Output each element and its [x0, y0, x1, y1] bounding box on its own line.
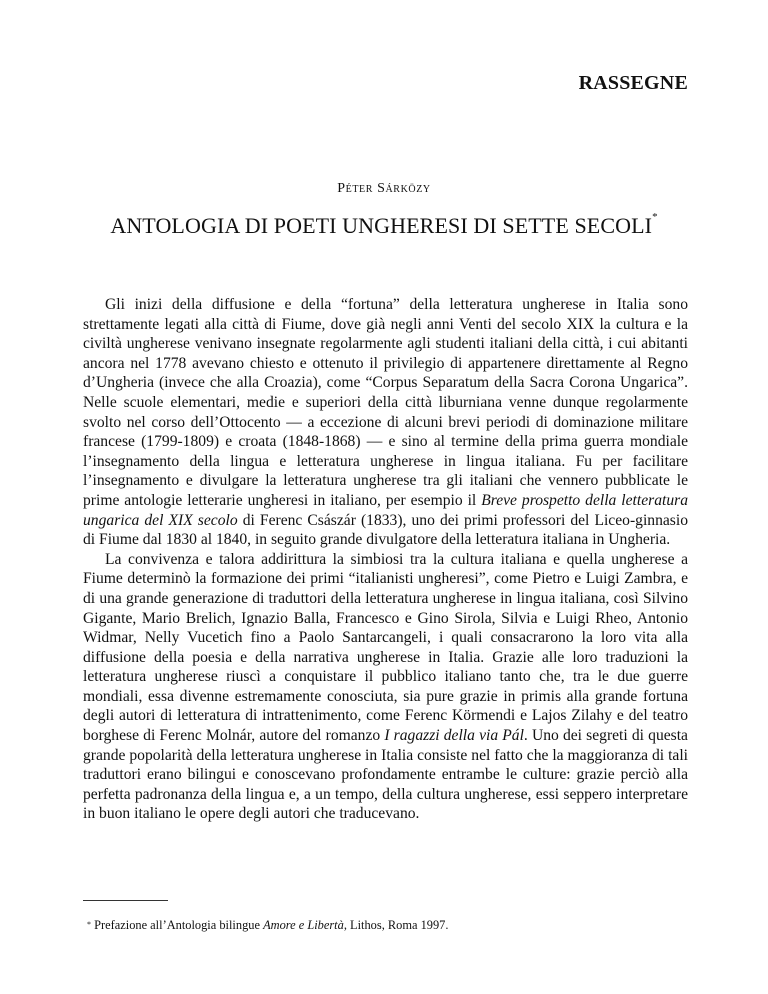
text-segment: Gli inizi della diffusione e della “fortuna” della letteratura ungherese in Italia sono strettamente legati alla città di Fiume, dove già negli anni Venti del secolo XIX la cultura e la civiltà ungherese venivano insegnate regolarmente agli studenti italiani della città, i cui abitanti ancora nel 1778 avevano chiesto e ottenuto il privilegio di appartenere direttamente al Regno d’Ungheria (invece che alla Croazia), come “Corpus Separatum della Sacra Corona Ungarica”. Nelle scuole elementari, medie e superiori della città liburniana venne dunque regolarmente svolto nel corso dell’Ottocento — a eccezione di alcuni brevi periodi di dominazione militare francese (1799-1809) e croata (1848-1868) — e sino al termine della prima guerra mondiale l’insegnamento della lingua e letteratura ungherese in lingua italiana. Fu per facilitare l’insegnamento e divulgare la letteratura ungherese tra gli italiani che vennero pubblicate le prime antologie letterarie ungheresi in italiano, per esempio il: [83, 296, 688, 509]
text-segment: La convivenza e talora addirittura la simbiosi tra la cultura italiana e quella ungherese a Fiume determinò la formazione dei primi “italianisti ungheresi”, come Pietro e Luigi Zambra, e di una grande generazione di traduttori della letteratura ungherese in lingua italiana, così Silvino Gigante, Mario Brelich, Ignazio Balla, Francesco e Gino Sirola, Silvia e Luigi Rheo, Antonio Widmar, Nelly Vucetich fino a Paolo Santarcangeli, i quali consacrarono la loro vita alla diffusione della poesia e della narrativa ungherese in Italia. Grazie alle loro traduzioni la letteratura ungherese riuscì a conquistare il pubblico italiano tanto che, tra le due guerre mondiali, essa divenne estremamente conosciuta, sia pure grazie in primis alla grande fortuna degli autori di letteratura di intrattenimento, come Ferenc Körmendi e Lajos Zilahy e del teatro borghese di Ferenc Molnár, autore del romanzo: [83, 550, 688, 745]
section-header: RASSEGNE: [578, 72, 688, 94]
paragraph: [83, 550, 688, 824]
footnote-prefix: Prefazione all’Antologia bilingue: [94, 918, 264, 932]
article-title-text: ANTOLOGIA DI POETI UNGHERESI DI SETTE SECOLI: [110, 213, 653, 238]
footnote-suffix: , Lithos, Roma 1997.: [343, 918, 449, 932]
text-segment: . Uno dei segreti di questa grande popolarità della letteratura ungherese in Italia consiste nel fatto che la maggioranza di tali traduttori erano bilingui e conoscevano profondamente entrambe le culture: grazie perciò alla perfetta padronanza della lingua e, a un tempo, della cultura ungherese, essi seppero interpretare in buon italiano le opere degli autori che traducevano.: [83, 727, 688, 823]
footnote-work-title: Amore e Libertà: [263, 918, 344, 932]
footnote-mark: *: [87, 920, 91, 929]
article-title: [0, 213, 768, 239]
italic-title-segment: I ragazzi della via Pál: [384, 727, 524, 745]
footnote: [83, 917, 692, 933]
text-segment: di Ferenc Császár (1833), uno dei primi professori del Liceo-ginnasio di Fiume dal 1830 al 1840, in seguito grande divulgatore della letteratura italiana in Ungheria.: [83, 511, 688, 549]
paragraph: [83, 295, 688, 550]
italic-title-segment: Breve prospetto della letteratura ungarica del XIX secolo: [83, 491, 688, 529]
title-footnote-mark: *: [652, 211, 658, 223]
article-author: Péter Sárközy: [337, 181, 431, 196]
footnote-divider: [83, 900, 168, 901]
article-body: [83, 295, 688, 824]
